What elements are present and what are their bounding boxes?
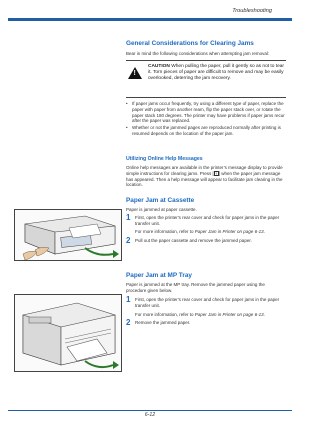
page-number: 6-12 xyxy=(144,412,156,418)
section-title-mp-tray: Paper Jam at MP Tray xyxy=(126,272,192,279)
warning-icon: ! xyxy=(128,67,142,79)
section-intro-general: Bear in mind the following considerations when attempting jam removal: xyxy=(126,51,270,56)
online-help-text-a: Online help messages are available in the printer’s message display to provide simple instructions for clearing jams. Press [ xyxy=(126,165,283,176)
mp-tray-intro: Paper is jammed at the MP tray. Remove the jammed paper using the procedure given below. xyxy=(126,282,265,293)
step-text: Pull out the paper cassette and remove the jammed paper. xyxy=(135,238,252,243)
step-reference-prefix: For more information, refer to xyxy=(135,229,195,234)
footer-rule xyxy=(8,410,292,411)
page-reference-link[interactable]: Paper Jam in Printer on page 6-13 xyxy=(194,229,264,234)
header-rule xyxy=(8,18,292,21)
step-text: First, open the printer's rear cover and check for paper jams in the paper transfer unit. xyxy=(135,297,280,308)
list-item: • Whether or not the jammed pages are reproduced normally after printing is resumed depends on the location of the paper jam. xyxy=(126,125,286,137)
step-text: Remove the jammed paper. xyxy=(135,320,191,325)
help-key-icon: ? xyxy=(215,172,218,177)
mp-tray-icon xyxy=(15,295,123,373)
online-help-text xyxy=(126,165,288,188)
paper-cassette-icon xyxy=(15,210,123,262)
mp-tray-illustration xyxy=(14,294,122,372)
online-help-text-b: ] when the paper jam message has appeared. Then a help message will appear to facilitate jam clearing in the location. xyxy=(126,170,283,188)
step-reference xyxy=(135,312,290,317)
step-number: 2 xyxy=(126,318,131,327)
list-item: • If paper jams occur frequently, try using a different type of paper, replace the paper with paper from another ream, flip the paper stack over, or rotate the paper stack 180 degrees. The printer may have problems if paper jams recur after the paper was replaced. xyxy=(126,101,286,124)
section-title-online-help: Utilizing Online Help Messages xyxy=(126,156,203,162)
step-number: 2 xyxy=(126,236,131,245)
caution-text xyxy=(148,64,284,83)
step-reference xyxy=(135,229,290,234)
step-reference-prefix: For more information, refer to xyxy=(135,312,195,317)
cassette-intro: Paper is jammed at paper cassette. xyxy=(126,207,197,212)
section-title-cassette: Paper Jam at Cassette xyxy=(126,197,195,204)
caution-body: When pulling the paper, pull it gently so as not to tear it. Torn pieces of paper are difficult to remove and may be easily overlooked, deterring the jam recovery. xyxy=(148,64,285,82)
considerations-list xyxy=(126,101,286,137)
step-number: 1 xyxy=(126,295,131,304)
caution-label: CAUTION xyxy=(148,64,170,69)
step-reference-suffix: . xyxy=(263,229,265,234)
step-number: 1 xyxy=(126,213,131,222)
paper-cassette-illustration xyxy=(14,209,122,261)
section-title-general: General Considerations for Clearing Jams xyxy=(126,40,254,47)
caution-box xyxy=(126,60,286,98)
step-reference-suffix: . xyxy=(263,312,265,317)
page-header-title: Troubleshooting xyxy=(232,8,272,14)
step-text: First, open the printer's rear cover and check for paper jams in the paper transfer unit. xyxy=(135,215,280,226)
page-reference-link[interactable]: Paper Jam in Printer on page 6-13 xyxy=(194,312,264,317)
